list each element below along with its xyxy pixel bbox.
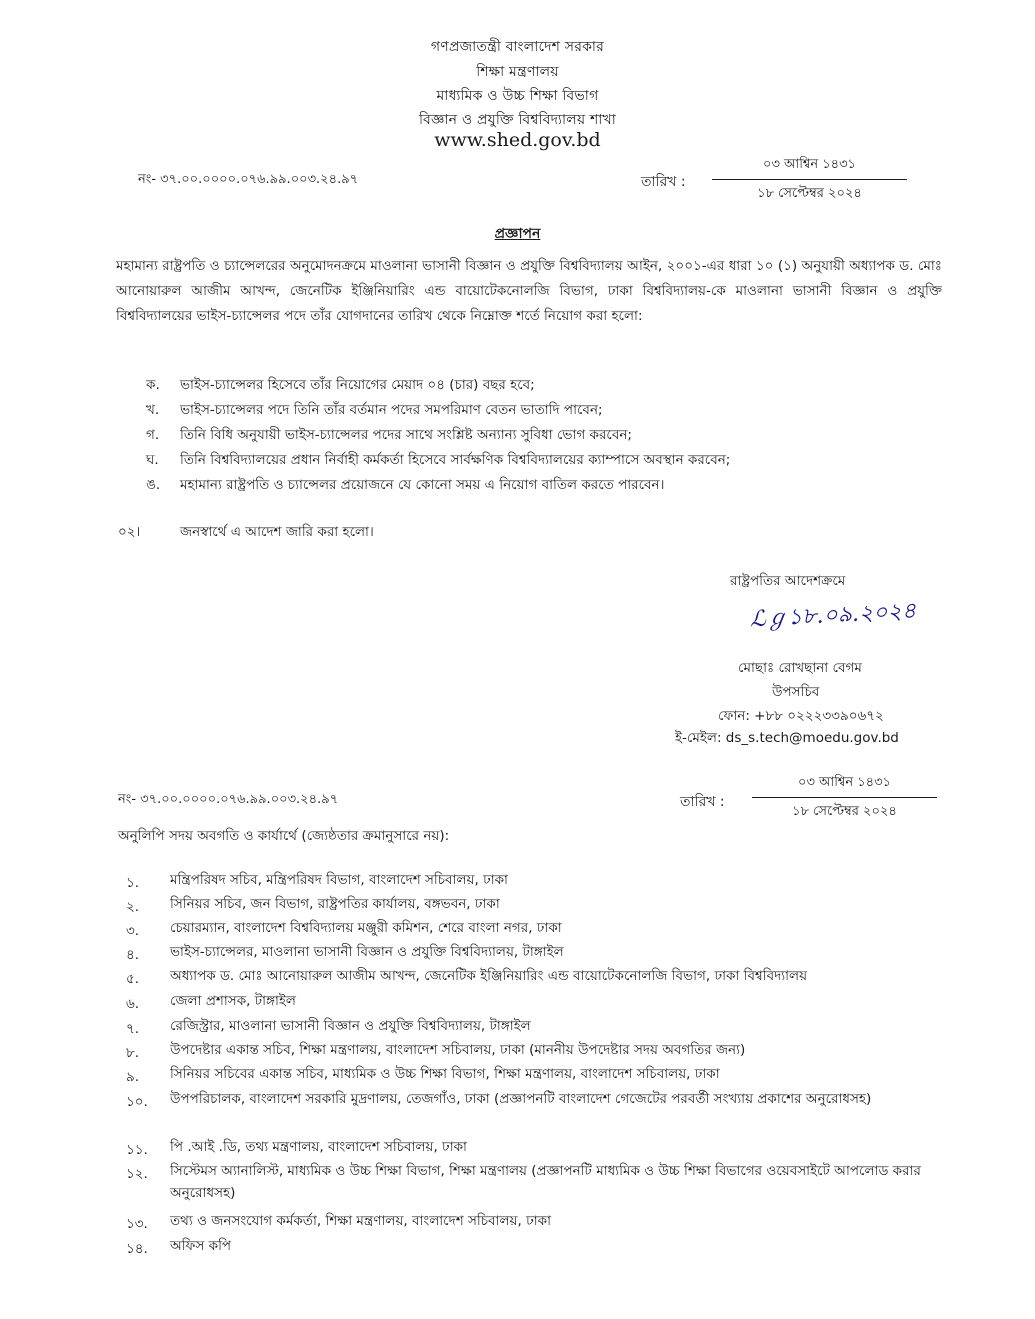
condition-text: মহামান্য রাষ্ট্রপতি ও চ্যান্সেলর প্রয়োজনে যে কোনো সময় এ নিয়োগ বাতিল করতে পারবেন। xyxy=(180,477,665,493)
copy-recipient: অফিস কপি xyxy=(170,1238,232,1254)
copy-recipient: পি .আই .ডি, তথ্য মন্ত্রণালয়, বাংলাদেশ সচিবালয়, ঢাকা xyxy=(170,1139,467,1155)
date-label: তারিখ : xyxy=(641,174,686,190)
copy-recipient: তথ্য ও জনসংযোগ কর্মকর্তা, শিক্ষা মন্ত্রণালয়, বাংলাদেশ সচিবালয়, ঢাকা xyxy=(170,1213,551,1229)
copy-number: ১৪. xyxy=(126,1241,148,1257)
handwritten-signature xyxy=(749,594,917,640)
copy-number: ২. xyxy=(126,899,140,915)
copy-recipient: ভাইস-চ্যান্সেলর, মাওলানা ভাসানী বিজ্ঞান ও প্রযুক্তি বিশ্ববিদ্যালয়, টাঙ্গাইল xyxy=(170,944,564,960)
ministry-name: শিক্ষা মন্ত্রণালয় xyxy=(476,64,559,80)
division-name: মাধ্যমিক ও উচ্চ শিক্ষা বিভাগ xyxy=(436,88,599,104)
copy-recipient: সিনিয়র সচিবের একান্ত সচিব, মাধ্যমিক ও উচ্চ শিক্ষা বিভাগ, শিক্ষা মন্ত্রণালয়, বাংলাদেশ সচিবালয়, ঢাকা xyxy=(170,1066,720,1082)
branch-name: বিজ্ঞান ও প্রযুক্তি বিশ্ববিদ্যালয় শাখা xyxy=(419,112,616,128)
copy-recipient: রেজিস্ট্রার, মাওলানা ভাসানী বিজ্ঞান ও প্রযুক্তি বিশ্ববিদ্যালয়, টাঙ্গাইল xyxy=(170,1018,531,1034)
copy-number: ৩. xyxy=(126,923,140,939)
signatory-designation: উপসচিব xyxy=(772,684,820,700)
copy-number: ১২. xyxy=(126,1166,148,1182)
copy-recipient: মন্ত্রিপরিষদ সচিব, মন্ত্রিপরিষদ বিভাগ, বাংলাদেশ সচিবালয়, ঢাকা xyxy=(170,872,508,888)
copy-number: ১৩. xyxy=(126,1216,148,1232)
condition-text: ভাইস-চ্যান্সেলর পদে তিনি তাঁর বর্তমান পদের সমপরিমাণ বেতন ভাতাদি পাবেন; xyxy=(180,402,603,418)
date-bangla: ০৩ আশ্বিন ১৪৩১ xyxy=(763,157,856,172)
signatory-email[interactable]: ই-মেইল: ds_s.tech@moedu.gov.bd xyxy=(675,730,899,746)
copy-recipient: সিস্টেমস অ্যানালিস্ট, মাধ্যমিক ও উচ্চ শিক্ষা বিভাগ, শিক্ষা মন্ত্রণালয় (প্রজ্ঞাপনটি মাধ্যমিক ও উচ্চ শিক্ষা বিভাগের ওয়েবসাইটে আপলোড করার অনুরোধসহ) xyxy=(170,1163,921,1201)
date-block xyxy=(712,155,907,205)
condition-text: তিনি বিশ্ববিদ্যালয়ের প্রধান নির্বাহী কর্মকর্তা হিসেবে সার্বক্ষণিক বিশ্ববিদ্যালয়ের ক্যাম্পাসে অবস্থান করবেন; xyxy=(180,452,731,468)
date-divider-bottom xyxy=(752,797,937,798)
copy-recipient: অধ্যাপক ড. মোঃ আনোয়ারুল আজীম আখন্দ, জেনেটিক ইঞ্জিনিয়ারিং এন্ড বায়োটেকনোলজি বিভাগ, ঢাকা বিশ্ববিদ্যালয় xyxy=(170,968,808,984)
memo-number: নং- ৩৭.০০.০০০০.০৭৬.৯৯.০০৩.২৪.৯৭ xyxy=(138,172,359,187)
copy-number: ৪. xyxy=(126,947,140,963)
condition-marker: খ. xyxy=(146,402,160,418)
condition-marker: ঙ. xyxy=(146,477,161,493)
signatory-phone: ফোন: +৮৮ ০২২২৩৩৯০৬৭২ xyxy=(718,708,884,724)
memo-number-bottom: নং- ৩৭.০০.০০০০.০৭৬.৯৯.০০৩.২৪.৯৭ xyxy=(118,792,339,807)
govt-name: গণপ্রজাতন্ত্রী বাংলাদেশ সরকার xyxy=(430,39,605,55)
copy-recipient: সিনিয়র সচিব, জন বিভাগ, রাষ্ট্রপতির কার্যালয়, বঙ্গভবন, ঢাকা xyxy=(170,896,500,912)
date-divider xyxy=(712,179,907,180)
copy-number: ১০. xyxy=(126,1094,148,1110)
copy-number: ১. xyxy=(126,875,140,891)
condition-marker: ক. xyxy=(146,377,160,393)
body-paragraph: মহামান্য রাষ্ট্রপতি ও চ্যান্সেলরের অনুমোদনক্রমে মাওলানা ভাসানী বিজ্ঞান ও প্রযুক্তি বিশ্ববিদ্যালয় আইন, ২০০১-এর ধারা ১০ (১) অনুযায়ী অধ্যাপক ড. মোঃ আনোয়ারুল আজীম আখন্দ, জেনেটিক ইঞ্জিনিয়ারিং এন্ড বায়োটেকনোলজি বিভাগ, ঢাকা বিশ্ববিদ্যালয়-কে মাওলানা ভাসানী বিজ্ঞান ও প্রযুক্তি বিশ্ববিদ্যালয়ের ভাইস-চ্যান্সেলর পদে তাঁর যোগদানের তারিখ থেকে নিম্নোক্ত শর্তে নিয়োগ করা হলো: xyxy=(116,258,942,324)
date-english-bottom: ১৮ সেপ্টেম্বর ২০২৪ xyxy=(792,804,897,819)
notification-title: প্রজ্ঞাপন xyxy=(494,226,541,242)
order-clause-number: ০২। xyxy=(118,524,141,540)
signatory-name: মোছাঃ রোখছানা বেগম xyxy=(738,660,862,676)
copy-number: ৮. xyxy=(126,1045,140,1061)
copy-number: ১১. xyxy=(126,1142,148,1158)
signature-scribble: ℒℊ xyxy=(749,605,789,633)
condition-marker: ঘ. xyxy=(146,452,159,468)
date-english: ১৮ সেপ্টেম্বর ২০২৪ xyxy=(757,186,862,201)
date-block-bottom xyxy=(752,773,937,823)
copy-recipient: উপপরিচালক, বাংলাদেশ সরকারি মুদ্রণালয়, তেজগাঁও, ঢাকা (প্রজ্ঞাপনটি বাংলাদেশ গেজেটের পরবর্তী সংখ্যায় প্রকাশের অনুরোধসহ) xyxy=(170,1091,872,1107)
copies-heading: অনুলিপি সদয় অবগতি ও কার্যার্থে (জ্যেষ্ঠতার ক্রমানুসারে নয়): xyxy=(118,828,450,844)
by-order-line: রাষ্ট্রপতির আদেশক্রমে xyxy=(730,573,846,589)
copy-recipient: উপদেষ্টার একান্ত সচিব, শিক্ষা মন্ত্রণালয়, বাংলাদেশ সচিবালয়, ঢাকা (মাননীয় উপদেষ্টার সদয় অবগতির জন্য) xyxy=(170,1042,746,1058)
condition-text: তিনি বিধি অনুযায়ী ভাইস-চ্যান্সেলর পদের সাথে সংশ্লিষ্ট অন্যান্য সুবিধা ভোগ করবেন; xyxy=(180,427,632,443)
copy-number: ৭. xyxy=(126,1021,140,1037)
date-bangla-bottom: ০৩ আশ্বিন ১৪৩১ xyxy=(798,775,891,790)
order-clause-text: জনস্বার্থে এ আদেশ জারি করা হলো। xyxy=(180,524,374,540)
copy-number: ৫. xyxy=(126,971,140,987)
condition-text: ভাইস-চ্যান্সেলর হিসেবে তাঁর নিয়োগের মেয়াদ ০৪ (চার) বছর হবে; xyxy=(180,377,535,393)
website-link[interactable]: www.shed.gov.bd xyxy=(434,129,601,151)
condition-marker: গ. xyxy=(146,427,160,443)
copy-number: ৯. xyxy=(126,1069,140,1085)
copy-recipient: জেলা প্রশাসক, টাঙ্গাইল xyxy=(170,993,296,1009)
copy-number: ৬. xyxy=(126,996,140,1012)
copy-recipient: চেয়ারম্যান, বাংলাদেশ বিশ্ববিদ্যালয় মঞ্জুরী কমিশন, শেরে বাংলা নগর, ঢাকা xyxy=(170,920,562,936)
signature-date: ১৮.০৯.২০২৪ xyxy=(787,598,917,631)
date-label-bottom: তারিখ : xyxy=(680,794,725,810)
